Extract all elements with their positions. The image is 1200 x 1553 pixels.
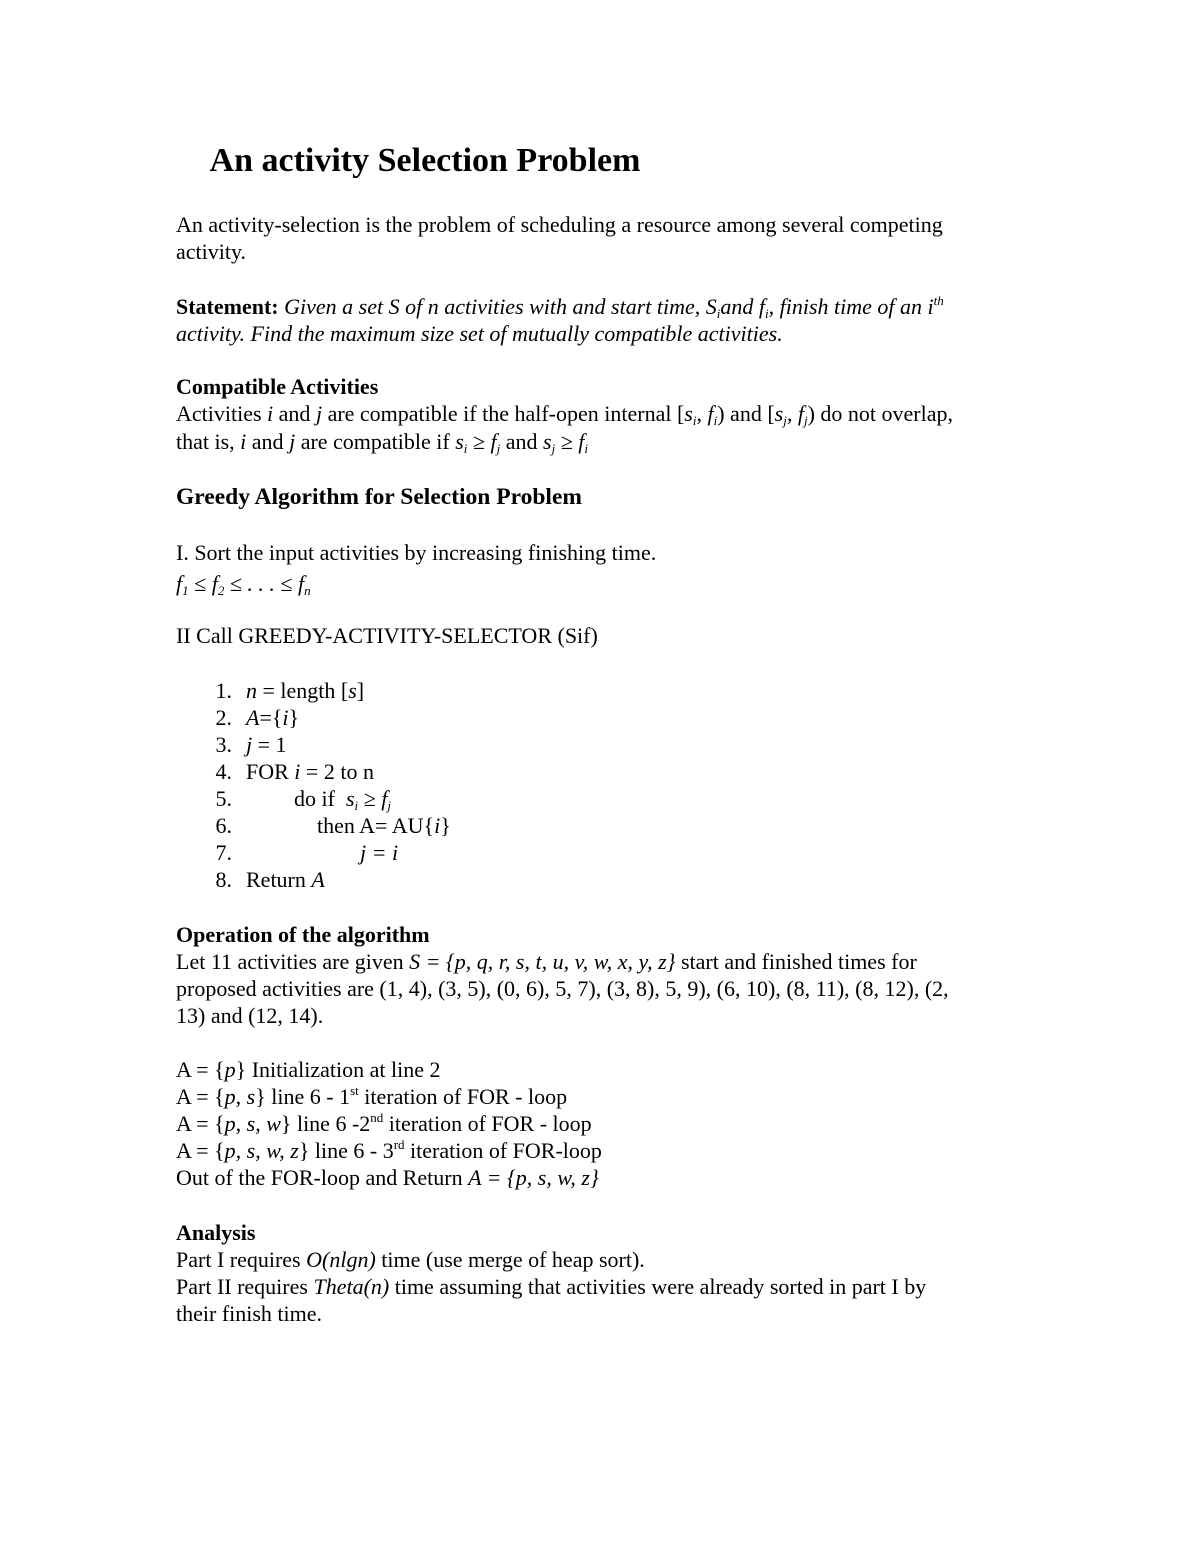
analysis-heading: Analysis <box>176 1220 256 1245</box>
analysis-line-3: their finish time. <box>176 1301 323 1326</box>
analysis-line-1: Part I requires O(nlgn) time (use merge of heap sort). <box>176 1247 645 1272</box>
analysis-line-2: Part II requires Theta(n) time assuming that activities were already sorted in part I by <box>176 1274 927 1299</box>
compatible-line-2: that is, i and j are compatible if $s_i \ge f_j$ and $s_j \ge f_i$ <box>176 429 588 456</box>
trace-line-5: Out of the FOR-loop and Return A = {p, s, w, z} <box>176 1165 599 1190</box>
greedy-part-1: I. Sort the input activities by increasing finishing time. <box>176 540 657 565</box>
statement-text: Given a set S of n activities with and start time, $S_iand$ $f_i$, finish time of an $i^{th}$ <box>284 293 944 321</box>
trace-line-1: A = {p} Initialization at line 2 <box>176 1057 441 1082</box>
statement-line-1 <box>176 294 944 320</box>
operation-line-1: Let 11 activities are given S = {p, q, r, s, t, u, v, w, x, y, z} start and finished times for <box>176 949 917 974</box>
trace-line-3: A = {p, s, w} line 6 -2nd iteration of FOR - loop <box>176 1110 592 1136</box>
operation-heading: Operation of the algorithm <box>176 922 430 947</box>
intro-line-1: An activity-selection is the problem of scheduling a resource among several competing <box>176 212 943 237</box>
trace-line-2: A = {p, s} line 6 - 1st iteration of FOR - loop <box>176 1083 568 1109</box>
statement-line-2: activity. Find the maximum size set of mutually compatible activities. <box>176 321 783 346</box>
operation-line-2: proposed activities are (1, 4), (3, 5), (0, 6), 5, 7), (3, 8), 5, 9), (6, 10), (8, 11), (8, 12), (2, <box>176 976 949 1001</box>
trace-line-4: A = {p, s, w, z} line 6 - 3rd iteration of FOR-loop <box>176 1137 602 1163</box>
finish-order: $f_1 \le f_2$ ≤ . . . ≤ $f_n$ <box>176 571 311 598</box>
operation-line-3: 13) and (12, 14). <box>176 1003 324 1028</box>
compatible-line-1: Activities i and j are compatible if the half-open internal [$s_i$, $f_i$) and [$s_j$, $f_j$) do not overlap, <box>176 401 953 428</box>
compatible-heading: Compatible Activities <box>176 374 379 399</box>
greedy-heading: Greedy Algorithm for Selection Problem <box>176 484 582 510</box>
page-title: An activity Selection Problem <box>209 142 641 179</box>
intro-line-2: activity. <box>176 239 247 264</box>
greedy-part-2: II Call GREEDY-ACTIVITY-SELECTOR (Sif) <box>176 623 598 648</box>
statement-label: Statement: <box>176 294 279 319</box>
